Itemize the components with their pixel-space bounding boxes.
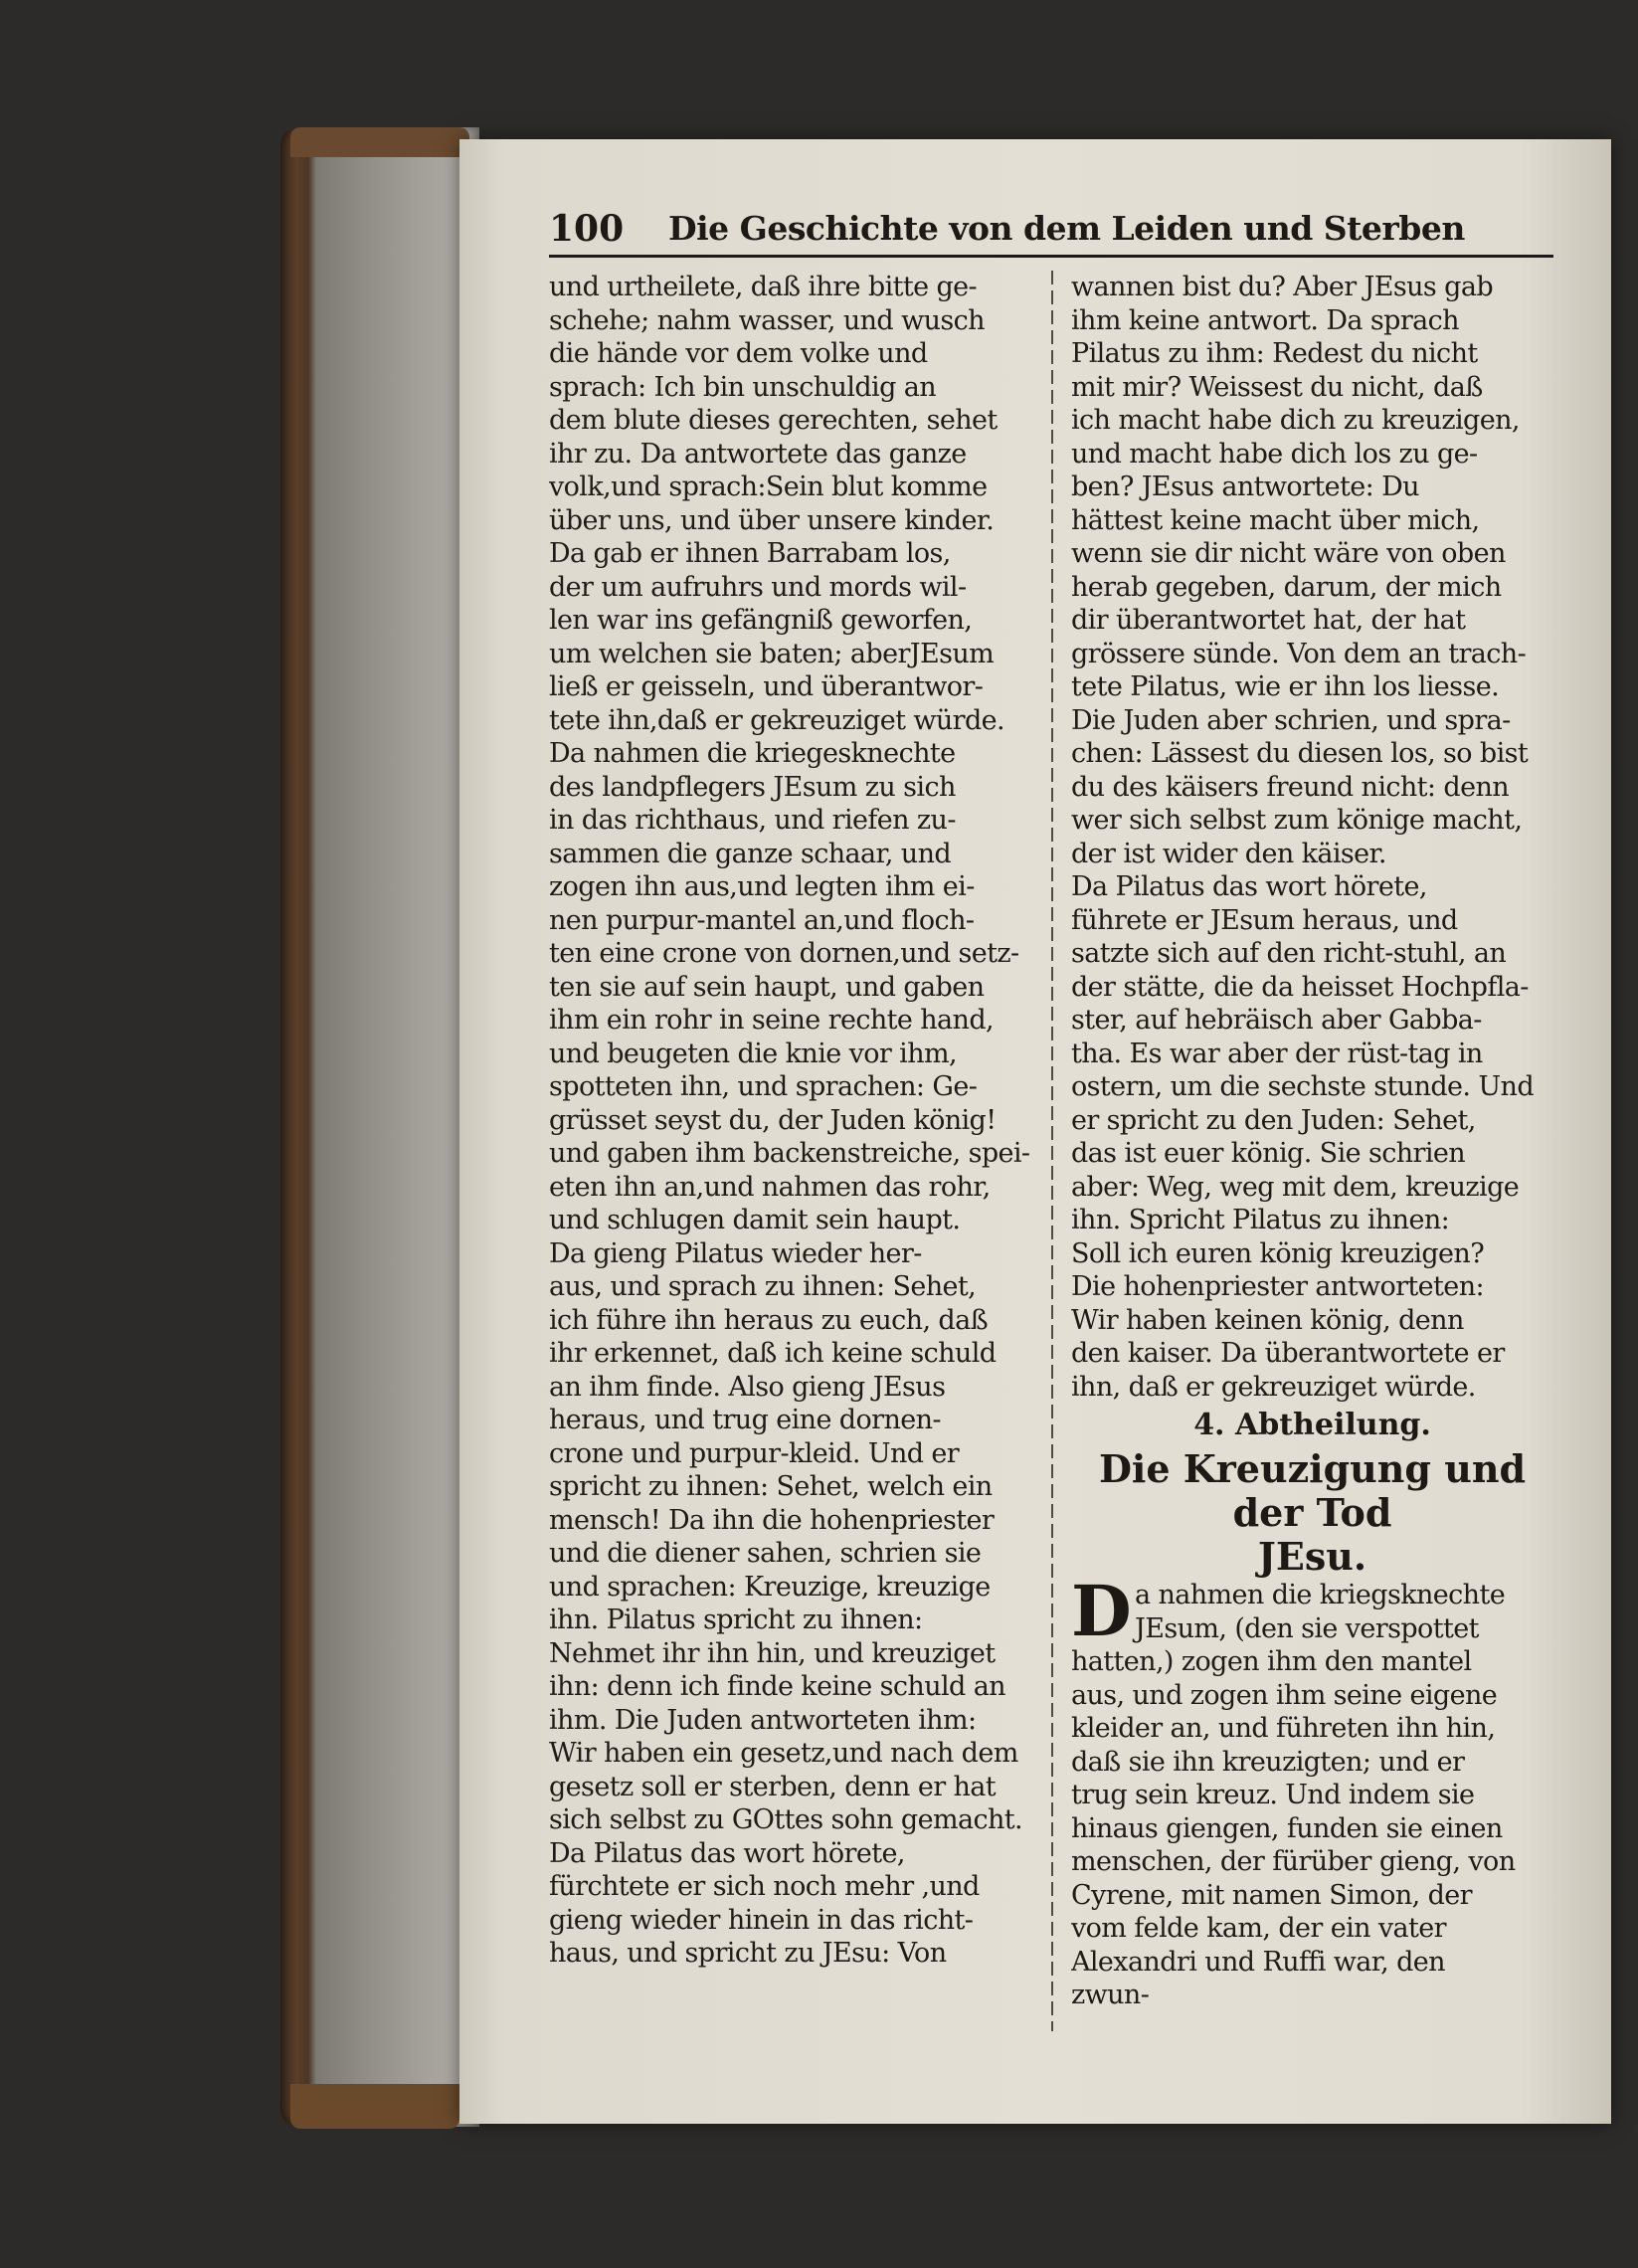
text-line: Die Juden aber schrien, und spra-: [1071, 704, 1511, 736]
text-line: wenn sie dir nicht wäre von oben: [1071, 538, 1506, 569]
text-line: und gaben ihm backenstreiche, spei-: [549, 1138, 1030, 1169]
text-line: zogen ihn aus,und legten ihm ei-: [549, 871, 975, 902]
text-line: nen purpur-mantel an,und floch-: [549, 904, 975, 936]
section-label: 4. Abtheilung.: [1193, 1408, 1431, 1442]
text-line: Wir haben keinen könig, denn: [1071, 1304, 1464, 1336]
text-line: und urtheilete, daß ihre bitte ge-: [549, 272, 978, 302]
text-line: sich selbst zu GOttes sohn gemacht.: [549, 1804, 1023, 1835]
leather-binding-top: [290, 127, 469, 157]
drop-cap: D: [1071, 1570, 1132, 1652]
text-line: Da nahmen die kriegesknechte: [549, 738, 956, 769]
text-line: die hände vor dem volke und: [549, 338, 928, 369]
text-line: der ist wider den käiser.: [1071, 838, 1386, 869]
text-line: wannen bist du? Aber JEsus gab: [1071, 272, 1494, 302]
text-line: ihm. Die Juden antworteten ihm:: [549, 1704, 977, 1736]
column-divider: [1051, 271, 1053, 2031]
text-line: tete ihn,daß er gekreuziget würde.: [549, 704, 1005, 736]
text-line: ihn: denn ich finde keine schuld an: [549, 1671, 1005, 1702]
text-line: tha. Es war aber der rüst-tag in: [1071, 1038, 1483, 1069]
text-line: wer sich selbst zum könige macht,: [1071, 805, 1523, 836]
text-line: grüsset seyst du, der Juden könig!: [549, 1104, 997, 1136]
text-line: len war ins gefängniß geworfen,: [549, 605, 973, 636]
text-line: schehe; nahm wasser, und wusch: [549, 304, 985, 336]
text-line: in das richthaus, und riefen zu-: [549, 805, 956, 836]
text-line: aber: Weg, weg mit dem, kreuzige: [1071, 1171, 1520, 1203]
page-content: [549, 199, 1553, 2089]
text-line: du des käisers freund nicht: denn: [1071, 771, 1510, 803]
text-line: das ist euer könig. Sie schrien: [1071, 1138, 1466, 1169]
running-head: Die Geschichte von dem Leiden und Sterben: [668, 209, 1465, 248]
text-line: ich führe ihn heraus zu euch, daß: [549, 1304, 989, 1336]
text-line: hatten,) zogen ihm den mantel: [1071, 1646, 1472, 1677]
text-line: mensch! Da ihn die hohenpriester: [549, 1504, 995, 1536]
text-line: und die diener sahen, schrien sie: [549, 1538, 982, 1569]
text-line: daß sie ihn kreuzigten; und er: [1071, 1746, 1465, 1778]
text-line: Soll ich euren könig kreuzigen?: [1071, 1237, 1485, 1269]
text-line: gesetz soll er sterben, denn er hat: [549, 1771, 997, 1802]
text-line: und schlugen damit sein haupt.: [549, 1205, 961, 1235]
text-line: an ihm finde. Also gieng JEsus: [549, 1371, 946, 1403]
text-line: sammen die ganze schaar, und: [549, 838, 952, 869]
text-line: spricht zu ihnen: Sehet, welch ein: [549, 1471, 993, 1502]
text-line: ich macht habe dich zu kreuzigen,: [1071, 405, 1520, 436]
text-line: spotteten ihn, und sprachen: Ge-: [549, 1071, 978, 1102]
right-column-text: [1071, 271, 1553, 1404]
text-line: ihn, daß er gekreuziget würde.: [1071, 1371, 1476, 1403]
text-line: fürchtete er sich noch mehr ,und: [549, 1871, 980, 1902]
text-line: dir überantwortet hat, der hat: [1071, 605, 1466, 636]
text-line: ihm keine antwort. Da sprach: [1071, 304, 1459, 336]
text-line: um welchen sie baten; aberJEsum: [549, 638, 995, 669]
text-line: haus, und spricht zu JEsu: Von: [549, 1938, 947, 1969]
text-line: gieng wieder hinein in das richt-: [549, 1904, 974, 1936]
text-line: ihn. Pilatus spricht zu ihnen:: [549, 1605, 923, 1635]
text-line: hinaus giengen, funden sie einen: [1071, 1812, 1503, 1844]
text-line: ihn. Spricht Pilatus zu ihnen:: [1071, 1205, 1450, 1235]
text-line: Da gab er ihnen Barrabam los,: [549, 538, 951, 569]
text-line: hättest keine macht über mich,: [1071, 504, 1480, 536]
text-line: Alexandri und Ruffi war, den: [1071, 1946, 1445, 1978]
text-line: Wir haben ein gesetz,und nach dem: [549, 1738, 1018, 1769]
text-line: führete er JEsum heraus, und: [1071, 904, 1458, 936]
section-title-line2: JEsu.: [1257, 1534, 1367, 1579]
text-line: crone und purpur-kleid. Und er: [549, 1437, 960, 1469]
text-line: Cyrene, mit namen Simon, der: [1071, 1879, 1472, 1911]
text-line: ben? JEsus antwortete: Du: [1071, 472, 1419, 502]
text-line: des landpflegers JEsum zu sich: [549, 771, 956, 803]
text-line: ihr erkennet, daß ich keine schuld: [549, 1338, 997, 1369]
text-line: ten sie auf sein haupt, und gaben: [549, 971, 985, 1003]
text-line: Pilatus zu ihm: Redest du nicht: [1071, 338, 1478, 369]
text-line: und macht habe dich los zu ge-: [1071, 438, 1478, 470]
text-line: und beugeten die knie vor ihm,: [549, 1038, 957, 1069]
text-line: Da Pilatus das wort hörete,: [1071, 871, 1427, 902]
text-line: über uns, und über unsere kinder.: [549, 504, 995, 536]
text-line: ihr zu. Da antwortete das ganze: [549, 438, 967, 470]
right-column: [1071, 271, 1553, 2012]
text-line: Nehmet ihr ihn hin, und kreuziget: [549, 1637, 996, 1669]
text-line: herab gegeben, darum, der mich: [1071, 571, 1502, 603]
book-page: [459, 139, 1611, 2124]
text-line: ten eine crone von dornen,und setz-: [549, 938, 1019, 969]
text-line: a nahmen die kriegsknechte: [1135, 1580, 1506, 1610]
text-line: der stätte, die da heisset Hochpfla-: [1071, 971, 1529, 1003]
text-line: dem blute dieses gerechten, sehet: [549, 405, 998, 436]
text-line: Da gieng Pilatus wieder her-: [549, 1237, 922, 1269]
text-line: ihm ein rohr in seine rechte hand,: [549, 1005, 995, 1036]
text-line: aus, und sprach zu ihnen: Sehet,: [549, 1271, 977, 1302]
page-header: [549, 199, 1553, 258]
text-line: kleider an, und führeten ihn hin,: [1071, 1713, 1496, 1744]
text-line: satzte sich auf den richt-stuhl, an: [1071, 938, 1507, 969]
text-line: heraus, und trug eine dornen-: [549, 1405, 941, 1435]
text-line: eten ihn an,und nahmen das rohr,: [549, 1171, 991, 1203]
text-line: ließ er geisseln, und überantwor-: [549, 671, 984, 702]
text-line: ster, auf hebräisch aber Gabba-: [1071, 1005, 1482, 1036]
text-line: zwun-: [1071, 1980, 1150, 2010]
section-body: [1071, 1570, 1553, 2012]
page-number: 100: [549, 208, 625, 250]
text-line: und sprachen: Kreuzige, kreuzige: [549, 1571, 991, 1603]
text-line: JEsum, (den sie verspottet: [1135, 1612, 1479, 1644]
text-line: chen: Lässest du diesen los, so bist: [1071, 738, 1529, 769]
text-line: volk,und sprach:Sein blut komme: [549, 472, 988, 502]
text-line: grössere sünde. Von dem an trach-: [1071, 638, 1527, 669]
text-line: er spricht zu den Juden: Sehet,: [1071, 1104, 1476, 1136]
text-line: ostern, um die sechste stunde. Und: [1071, 1071, 1535, 1102]
leather-binding-bottom: [290, 2084, 459, 2129]
text-line: den kaiser. Da überantwortete er: [1071, 1338, 1505, 1369]
text-line: Die hohenpriester antworteten:: [1071, 1271, 1484, 1302]
text-line: vom felde kam, der ein vater: [1071, 1913, 1446, 1944]
text-line: mit mir? Weissest du nicht, daß: [1071, 371, 1483, 403]
section-title-line1: Die Kreuzigung und der Tod: [1098, 1446, 1527, 1535]
text-line: menschen, der fürüber gieng, von: [1071, 1846, 1516, 1877]
book-page-edges: [280, 127, 479, 2127]
text-line: Da Pilatus das wort hörete,: [549, 1837, 905, 1869]
text-line: tete Pilatus, wie er ihn los liesse.: [1071, 671, 1500, 702]
text-line: sprach: Ich bin unschuldig an: [549, 371, 937, 403]
text-line: aus, und zogen ihm seine eigene: [1071, 1679, 1498, 1711]
left-column: [549, 271, 1031, 1971]
text-line: der um aufruhrs und mords wil-: [549, 571, 967, 603]
text-line: trug sein kreuz. Und indem sie: [1071, 1780, 1475, 1810]
